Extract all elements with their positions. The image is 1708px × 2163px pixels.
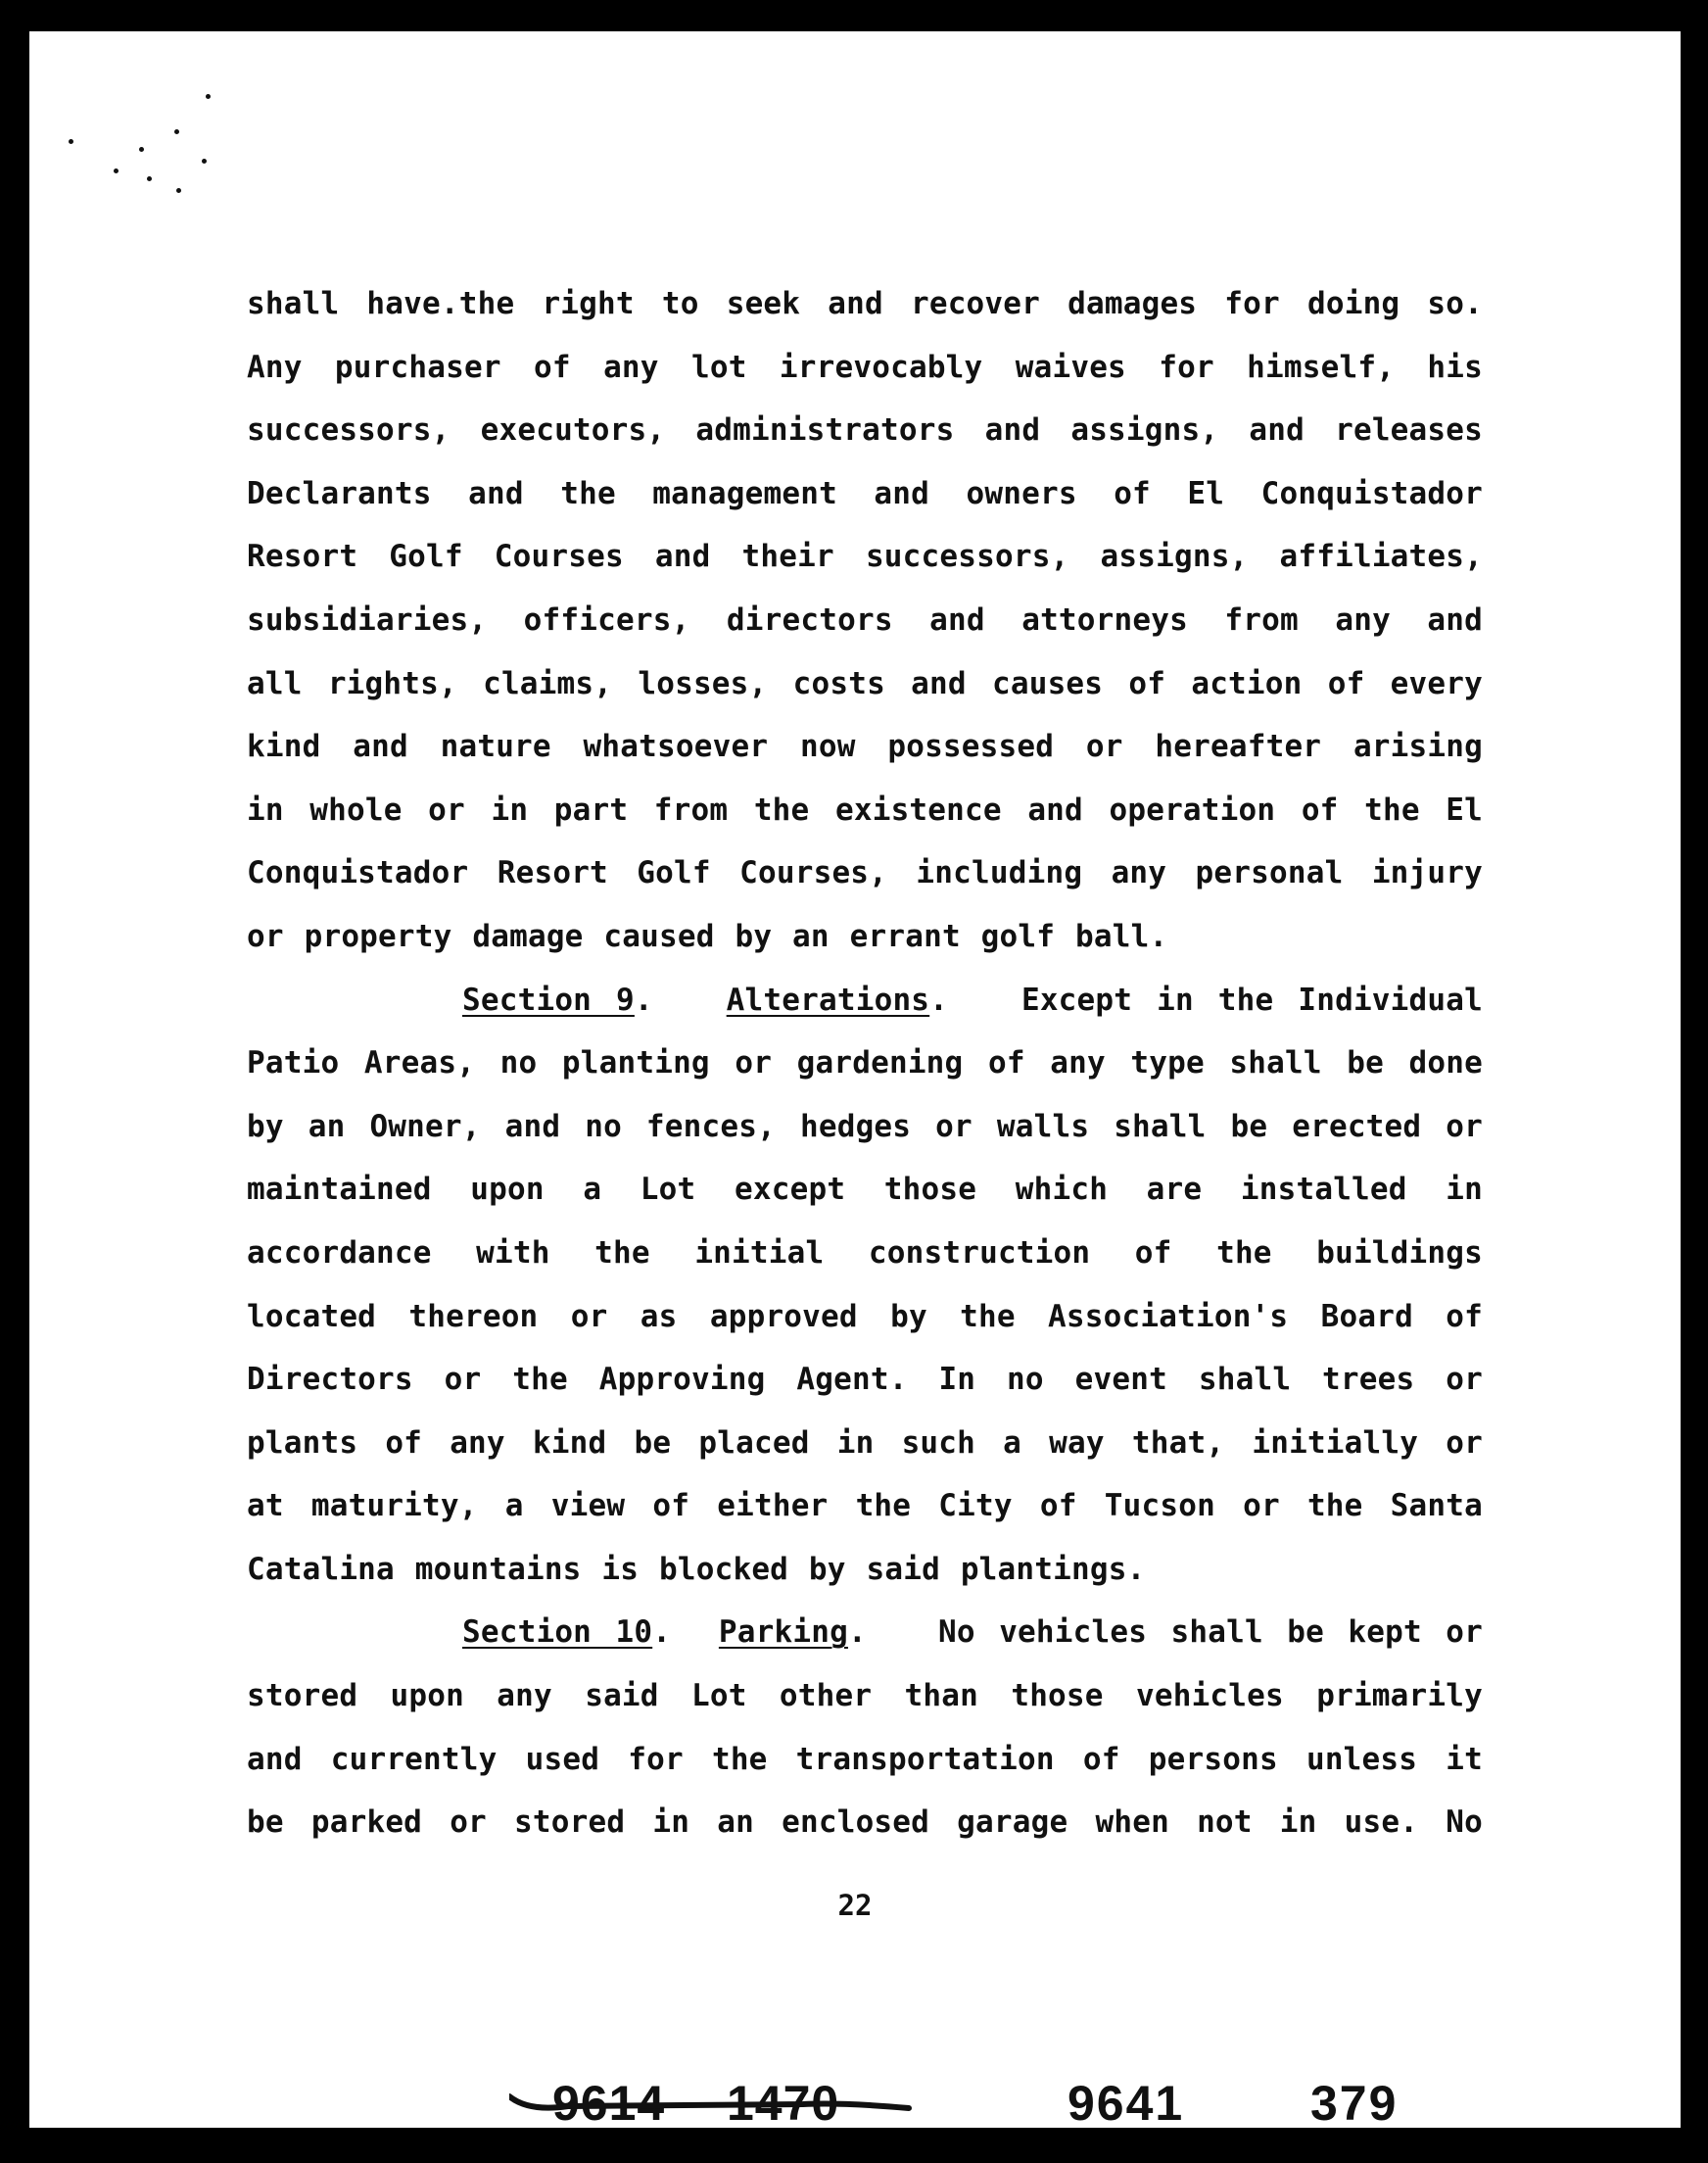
section-10-label: Section 10 [462,1614,653,1651]
text-line: subsidiaries, officers, directors and attorneys from any and [247,601,1483,638]
text-line: Catalina mountains is blocked by said plantings. [247,1551,1146,1587]
body-text [247,272,1483,1854]
section-9-title: Alterations [726,982,930,1018]
text-line: Any purchaser of any lot irrevocably waives for himself, his [247,349,1483,385]
section-10-first-line-text: No vehicles shall be kept or [938,1614,1483,1651]
text-line: plants of any kind be placed in such a way that, initially or [247,1424,1483,1461]
text-line: or property damage caused by an errant golf ball. [247,918,1168,954]
text-line: Patio Areas, no planting or gardening of any type shall be done [247,1045,1483,1082]
text-line: and currently used for the transportation of persons unless it [247,1741,1483,1777]
text-line: successors, executors, administrators and assigns, and releases [247,412,1483,449]
struck-page-number: 1470 [727,2076,840,2131]
text-line: located thereon or as approved by the Association's Board of [247,1298,1483,1334]
text-line: stored upon any said Lot other than those vehicles primarily [247,1678,1483,1714]
text-line: maintained upon a Lot except those which are installed in [247,1172,1483,1208]
text-line: Declarants and the management and owners of El Conquistador [247,475,1483,511]
text-line: by an Owner, and no fences, hedges or walls shall be erected or [247,1108,1483,1144]
recording-book-number: 9641 [1068,2076,1185,2131]
text-line: Conquistador Resort Golf Courses, including any personal injury [247,855,1483,891]
struck-recording-reference [509,2069,921,2147]
page-number: 22 [837,1889,873,1922]
section-10 [247,1601,1483,1853]
section-10-title: Parking [718,1614,848,1651]
section-9-label: Section 9 [462,982,635,1018]
text-line: at maturity, a view of either the City of Tucson or the Santa [247,1488,1483,1524]
section-9 [247,969,1483,1602]
text-line: be parked or stored in an enclosed garage when not in use. No [247,1804,1483,1841]
text-line: in whole or in part from the existence and operation of the El [247,792,1483,828]
section-9-first-line-text: Except in the Individual [1020,982,1483,1018]
recording-page-number: 379 [1310,2076,1399,2131]
section-10-heading-line: Section 10. Parking. No vehicles shall be kept or [462,1614,1483,1651]
text-line: all rights, claims, losses, costs and causes of action of every [247,665,1483,701]
struck-book-number: 9614 [552,2076,666,2131]
document-page [29,31,1681,2131]
strikethrough-line [509,2069,921,2147]
text-line: shall have.the right to seek and recover damages for doing so. [247,286,1483,321]
paragraph-1 [247,272,1483,969]
text-line: Resort Golf Courses and their successors, assigns, affiliates, [247,539,1483,575]
text-line: kind and nature whatsoever now possessed or hereafter arising [247,729,1483,765]
text-line: Directors or the Approving Agent. In no event shall trees or [247,1362,1483,1398]
section-9-heading-line: Section 9. Alterations. Except in the Individual [462,982,1483,1018]
text-line: accordance with the initial construction of the buildings [247,1234,1483,1271]
